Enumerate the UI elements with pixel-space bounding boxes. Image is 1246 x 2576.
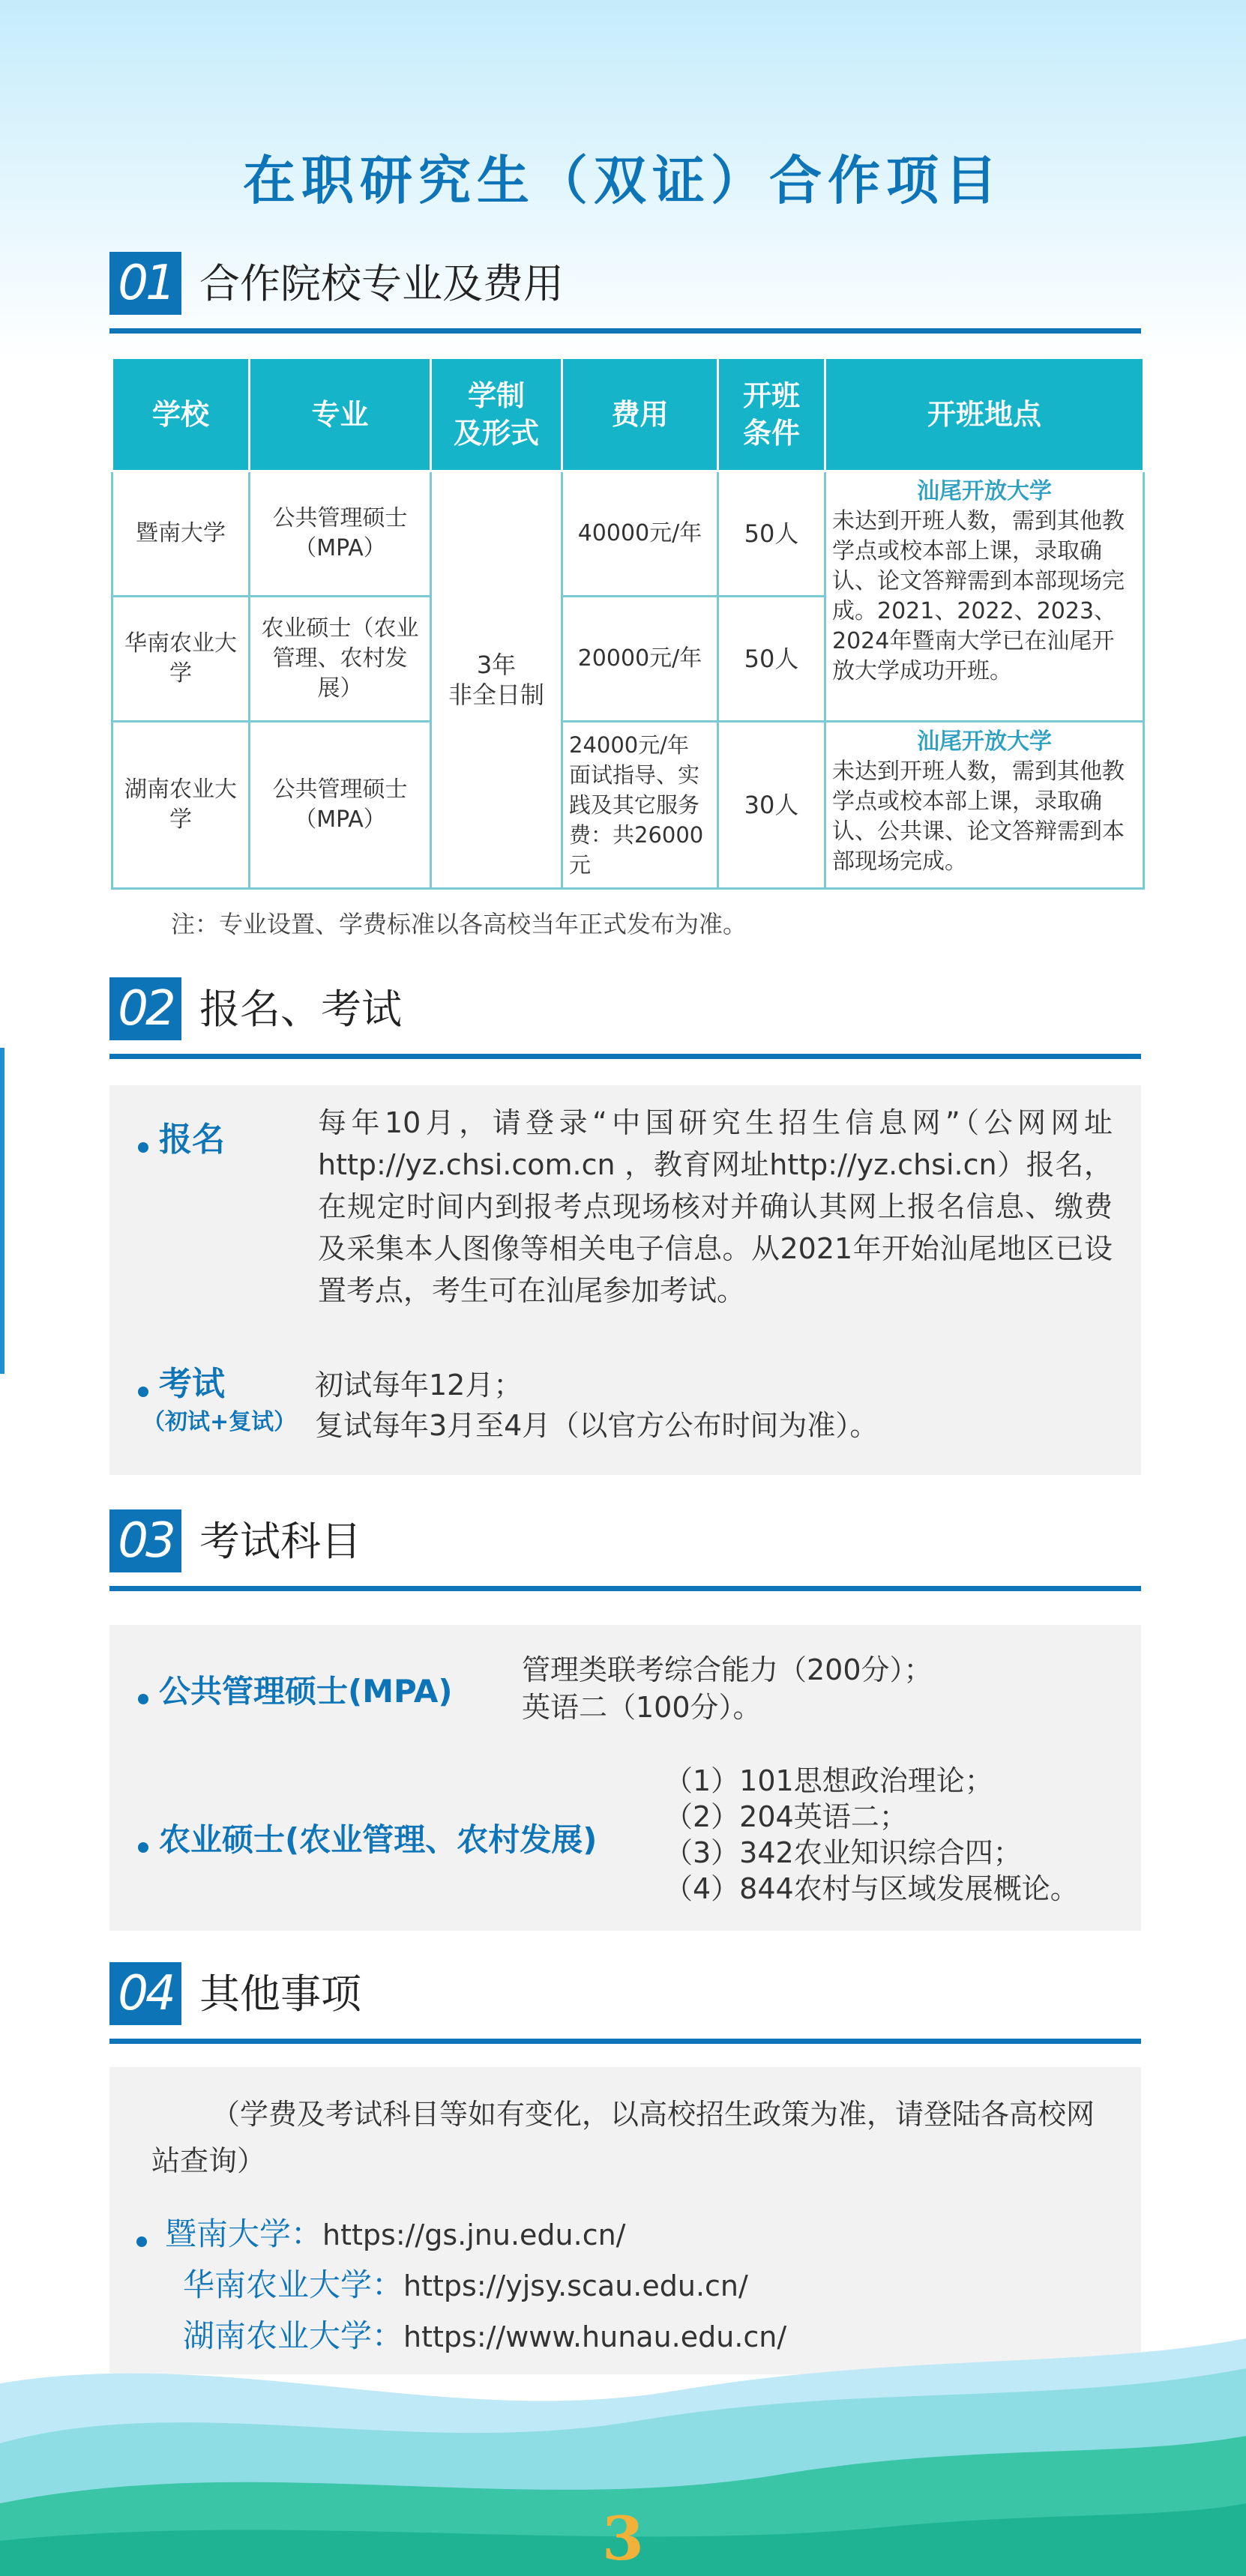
link-url[interactable]: https://gs.jnu.edu.cn/ [322, 2218, 626, 2251]
exam-line-1: 初试每年12月； [315, 1369, 523, 1402]
table-footnote: 注：专业设置、学费标准以各高校当年正式发布为准。 [171, 910, 747, 938]
condition-cell: 30人 [718, 722, 825, 889]
subject-mpa-line-1: 管理类联考综合能力（200分）； [522, 1653, 933, 1686]
subject-agri-line-3: （3）342农业知识综合四； [664, 1836, 1022, 1869]
link-label: 华南农业大学： [183, 2266, 404, 2303]
link-row-scau [183, 2260, 748, 2305]
fee-table [111, 357, 1145, 890]
link-url[interactable]: https://www.hunau.edu.cn/ [403, 2320, 787, 2353]
section-title: 报名、考试 [199, 986, 402, 1033]
major-cell: 农业硕士（农业管理、农村发展） [250, 597, 431, 722]
bullet-icon [138, 1387, 148, 1397]
bullet-icon [136, 2236, 147, 2247]
signup-text: 每年10月，请登录“中国研究生招生信息网”（公网网址http://yz.chsi.com.cn ，教育网址http://yz.chsi.cn）报名，在规定时间内到报考点现场核对并确认其网上报名信息、缴费及采集本人图像等相关电子信息。从2021年开始汕尾地区已设置考点，考生可在汕尾参加考试。 [318, 1106, 1113, 1307]
section-01-header [109, 244, 1141, 334]
condition-cell: 50人 [718, 471, 825, 597]
section-02-header [109, 970, 1141, 1060]
bullet-icon [138, 1694, 148, 1704]
exam-label: 考试 [138, 1357, 225, 1405]
section-divider [109, 2039, 1141, 2044]
page-title: 在职研究生（双证）合作项目 [243, 150, 1003, 211]
header-location: 开班地点 [825, 358, 1144, 471]
exam-line-2: 复试每年3月至4月（以官方公布时间为准）。 [315, 1409, 879, 1442]
major-cell: 公共管理硕士（MPA） [250, 471, 431, 597]
bullet-icon [138, 1142, 148, 1153]
fee-cell: 20000元/年 [562, 597, 718, 722]
section-divider [109, 1586, 1141, 1591]
location-title: 汕尾开放大学 [917, 478, 1052, 504]
table-row [112, 471, 1144, 597]
section-divider [109, 1054, 1141, 1059]
location-title: 汕尾开放大学 [917, 729, 1052, 755]
subjects-panel [109, 1625, 1141, 1931]
header-condition: 开班 条件 [718, 358, 825, 471]
section-title: 考试科目 [199, 1518, 361, 1565]
location-cell [825, 722, 1144, 889]
other-panel [109, 2067, 1141, 2374]
subject-agri-line-4: （4）844农村与区域发展概论。 [664, 1872, 1079, 1905]
school-cell: 华南农业大学 [112, 597, 250, 722]
section-divider [109, 328, 1141, 334]
subject-agri-line-2: （2）204英语二； [664, 1800, 908, 1833]
table-row [112, 722, 1144, 889]
section-title: 其他事项 [199, 1970, 361, 2018]
bullet-icon [138, 1842, 148, 1853]
header-duration: 学制 及形式 [431, 358, 562, 471]
section-number: 02 [109, 977, 181, 1040]
fee-cell: 40000元/年 [562, 471, 718, 597]
exam-sub-label: （初试+复试） [142, 1409, 297, 1435]
section-number: 03 [109, 1509, 181, 1572]
other-intro: （学费及考试科目等如有变化，以高校招生政策为准，请登陆各高校网站查询） [151, 2098, 1095, 2177]
subject-agri-line-1: （1）101思想政治理论； [664, 1764, 993, 1797]
header-major: 专业 [250, 358, 431, 471]
page-number: 3 [602, 2503, 644, 2574]
subject-label-agri: 农业硕士(农业管理、农村发展) [138, 1815, 597, 1860]
link-row-jnu [136, 2209, 625, 2254]
link-url[interactable]: https://yjsy.scau.edu.cn/ [403, 2269, 748, 2302]
major-cell: 公共管理硕士（MPA） [250, 722, 431, 889]
subject-mpa-line-2: 英语二（100分）。 [522, 1691, 762, 1724]
subject-label-mpa: 公共管理硕士(MPA) [138, 1667, 453, 1712]
duration-cell: 3年 非全日制 [431, 471, 562, 889]
link-label: 暨南大学： [165, 2215, 323, 2252]
side-accent-line [0, 1048, 4, 1374]
header-school: 学校 [112, 358, 250, 471]
section-03-header [109, 1502, 1141, 1592]
section-04-header [109, 1955, 1141, 2045]
location-body: 未达到开班人数，需到其他教学点或校本部上课，录取确认、论文答辩需到本部现场完成。2021、2022、2023、2024年暨南大学已在汕尾开放大学成功开班。 [832, 508, 1125, 684]
location-body: 未达到开班人数，需到其他教学点或校本部上课，录取确认、公共课、论文答辩需到本部现场完成。 [832, 758, 1125, 875]
fee-cell: 24000元/年面试指导、实践及其它服务费：共26000元 [562, 722, 718, 889]
condition-cell: 50人 [718, 597, 825, 722]
section-number: 04 [109, 1962, 181, 2025]
header-fee: 费用 [562, 358, 718, 471]
section-title: 合作院校专业及费用 [199, 260, 564, 307]
signup-exam-panel [109, 1085, 1141, 1475]
location-cell [825, 471, 1144, 722]
table-header-row [112, 358, 1144, 471]
section-number: 01 [109, 252, 181, 315]
school-cell: 湖南农业大学 [112, 722, 250, 889]
school-cell: 暨南大学 [112, 471, 250, 597]
signup-label: 报名 [138, 1112, 225, 1160]
link-label: 湖南农业大学： [183, 2317, 404, 2354]
